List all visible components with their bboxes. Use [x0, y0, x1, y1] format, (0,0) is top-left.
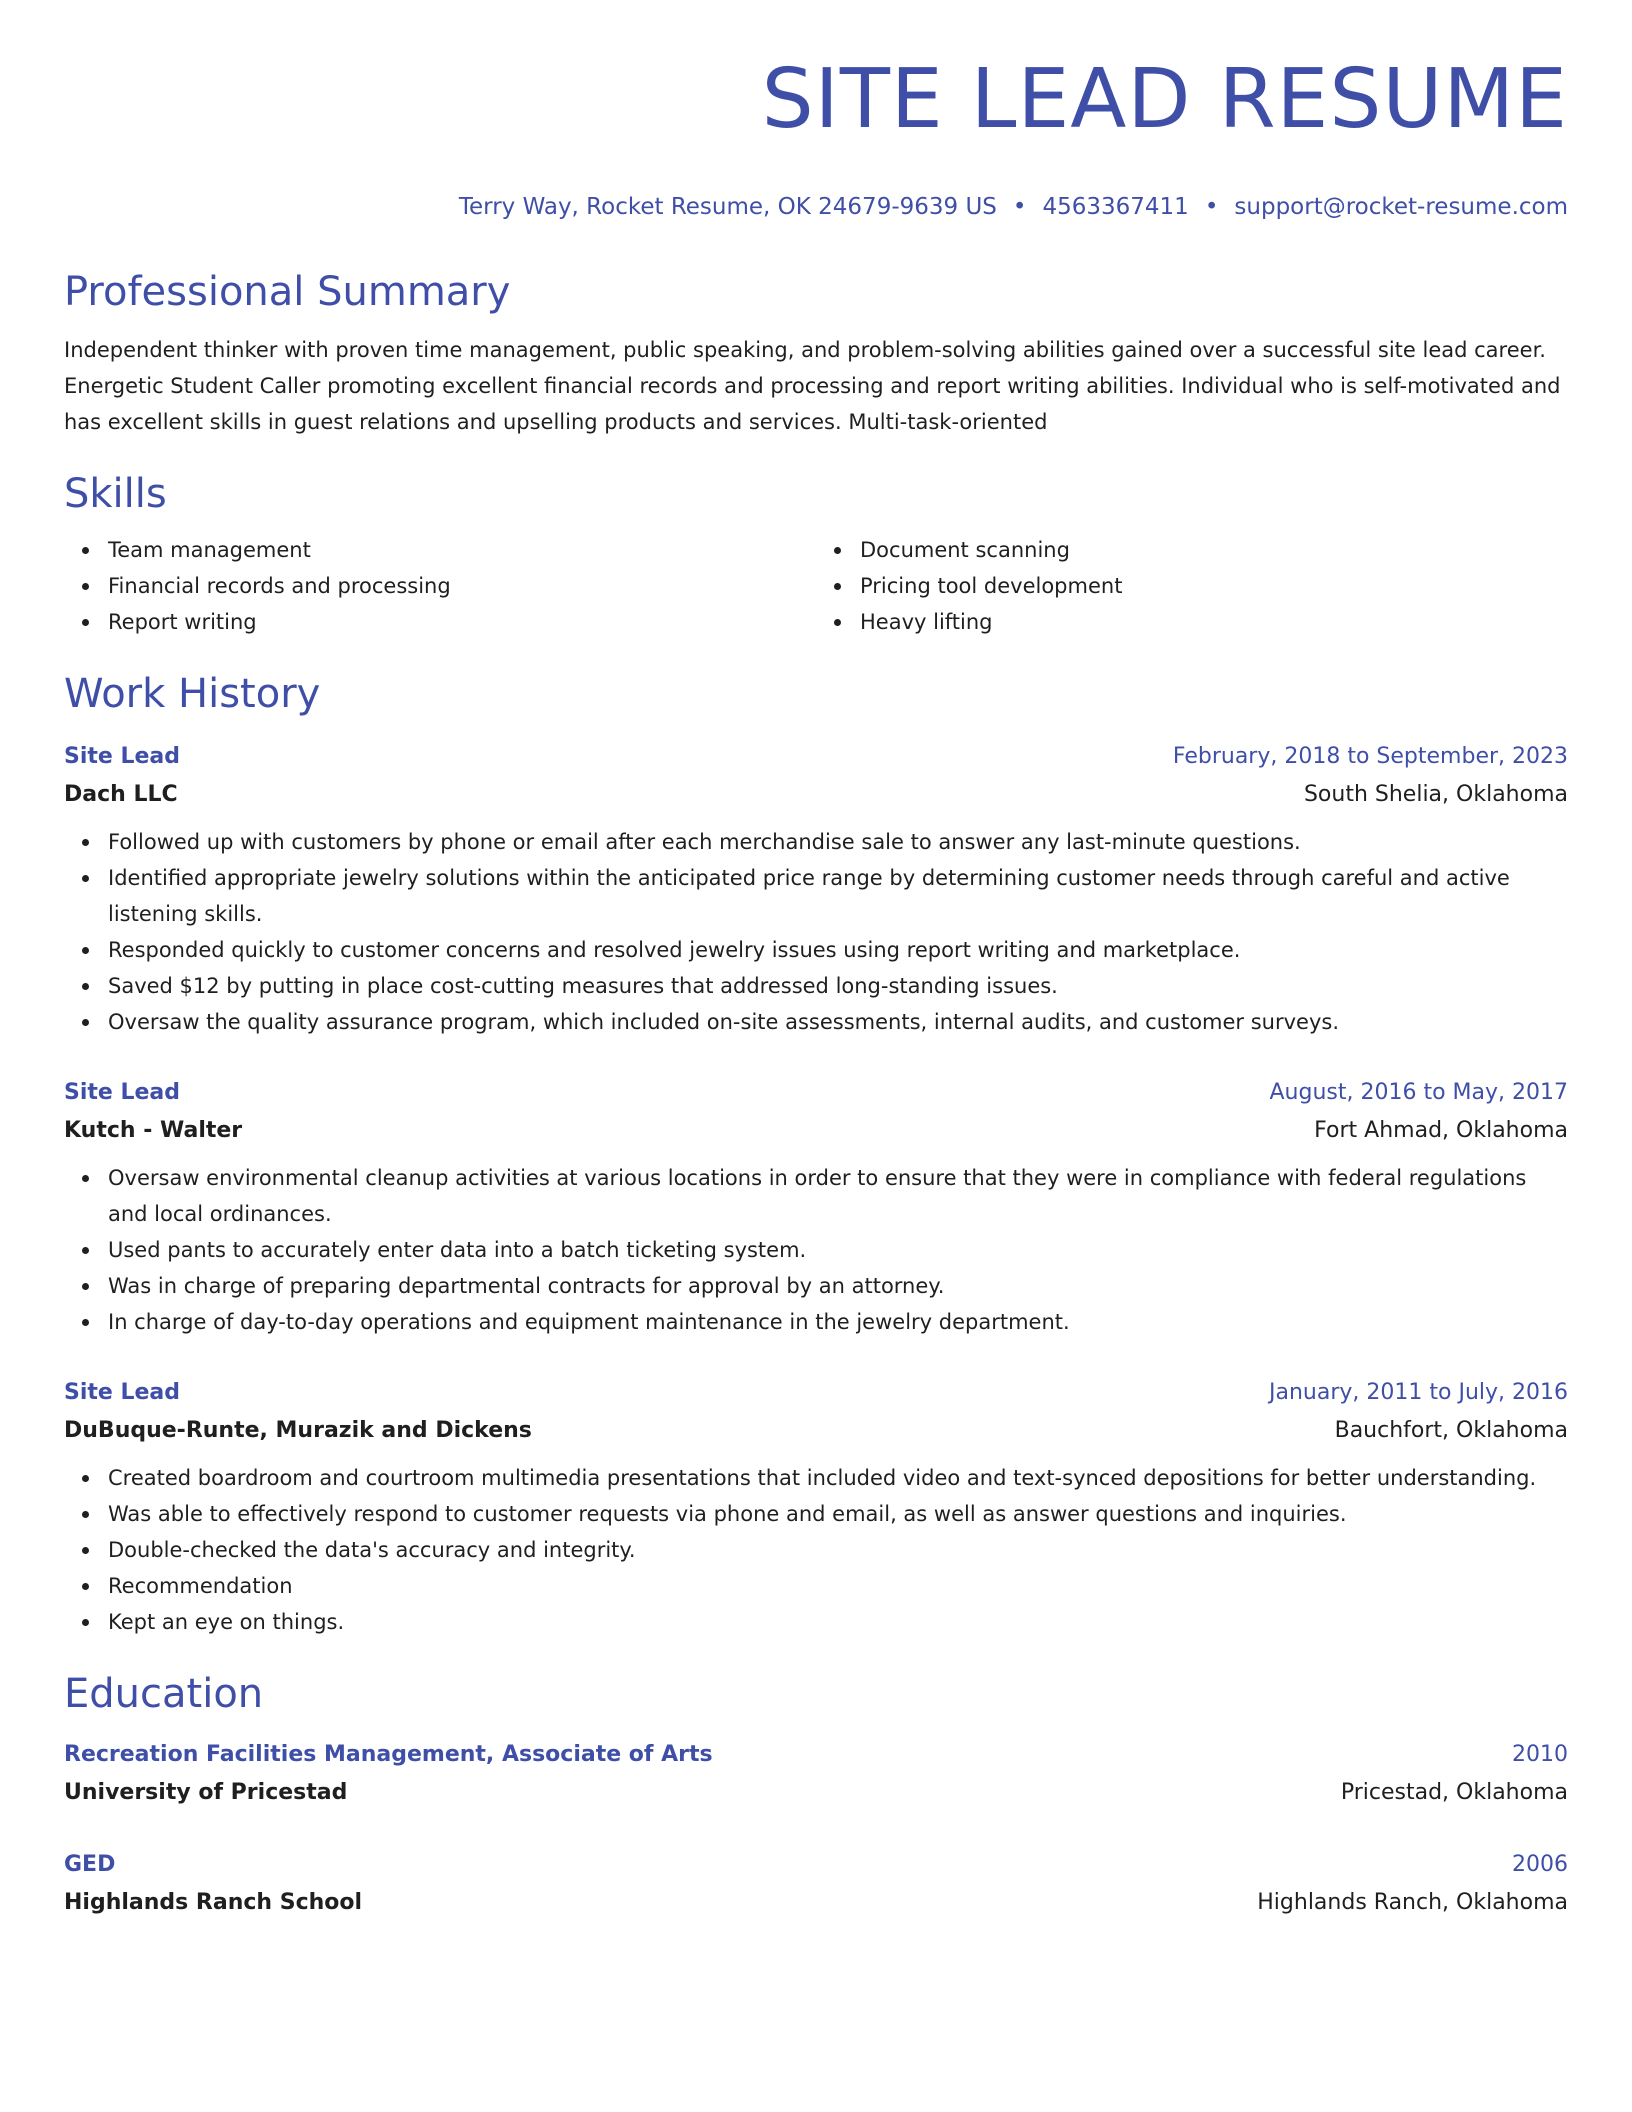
- professional-summary-section: [64, 266, 1568, 440]
- skill-item: Team management: [108, 532, 816, 568]
- skills-list-left: [64, 532, 816, 640]
- school-name: University of Pricestad: [64, 1780, 348, 1805]
- degree-name: Recreation Facilities Management, Associate of Arts: [64, 1742, 713, 1767]
- job-location: Fort Ahmad, Oklahoma: [1314, 1118, 1568, 1143]
- job-bullet: In charge of day-to-day operations and equipment maintenance in the jewelry department.: [108, 1304, 1568, 1340]
- job-bullet: Was able to effectively respond to customer requests via phone and email, as well as answer questions and inquiries.: [108, 1496, 1568, 1532]
- school-location: Highlands Ranch, Oklahoma: [1257, 1890, 1568, 1915]
- job-bullet: Kept an eye on things.: [108, 1604, 1568, 1640]
- graduation-year: 2010: [1512, 1742, 1568, 1767]
- job-bullets: [64, 824, 1568, 1040]
- section-heading: Professional Summary: [64, 269, 511, 315]
- job-bullet: Oversaw environmental cleanup activities at various locations in order to ensure that they were in compliance with federal regulations and local ordinances.: [108, 1160, 1568, 1232]
- skill-item: Financial records and processing: [108, 568, 816, 604]
- skill-item: Document scanning: [860, 532, 1568, 568]
- skills-grid: [64, 532, 1568, 640]
- job-title: Site Lead: [64, 744, 181, 769]
- job-bullet: Used pants to accurately enter data into a batch ticketing system.: [108, 1232, 1568, 1268]
- school-location: Pricestad, Oklahoma: [1340, 1780, 1568, 1805]
- company-name: Dach LLC: [64, 782, 178, 807]
- education-entry: [64, 1736, 1568, 1812]
- job-bullet: Responded quickly to customer concerns and resolved jewelry issues using report writing and marketplace.: [108, 932, 1568, 968]
- company-name: Kutch - Walter: [64, 1118, 243, 1143]
- job-location: South Shelia, Oklahoma: [1303, 782, 1568, 807]
- job-entry: [64, 738, 1568, 1040]
- education-entry: [64, 1846, 1568, 1922]
- job-dates: January, 2011 to July, 2016: [1269, 1380, 1568, 1405]
- job-dates: February, 2018 to September, 2023: [1172, 744, 1568, 769]
- job-bullet: Recommendation: [108, 1568, 1568, 1604]
- job-bullet: Double-checked the data's accuracy and integrity.: [108, 1532, 1568, 1568]
- resume-title: SITE LEAD RESUME: [761, 52, 1568, 147]
- job-bullet: Oversaw the quality assurance program, which included on-site assessments, internal audits, and customer surveys.: [108, 1004, 1568, 1040]
- skill-item: Pricing tool development: [860, 568, 1568, 604]
- skill-item: Report writing: [108, 604, 816, 640]
- job-title: Site Lead: [64, 1080, 181, 1105]
- company-name: DuBuque-Runte, Murazik and Dickens: [64, 1418, 532, 1443]
- separator-dot: •: [1204, 194, 1219, 220]
- summary-text: Independent thinker with proven time management, public speaking, and problem-solving abilities gained over a successful site lead career. Energetic Student Caller promoting excellent financial records and processing and report writing abilities. Individual who is self-motivated and has excellent skills in guest relations and upselling products and services. Multi-task-oriented: [64, 338, 1561, 434]
- job-dates: August, 2016 to May, 2017: [1269, 1080, 1568, 1105]
- work-history-section: [64, 668, 1568, 1640]
- job-bullet: Was in charge of preparing departmental contracts for approval by an attorney.: [108, 1268, 1568, 1304]
- job-title: Site Lead: [64, 1380, 181, 1405]
- job-entry: [64, 1074, 1568, 1340]
- contact-line: [64, 192, 1568, 222]
- job-location: Bauchfort, Oklahoma: [1334, 1418, 1568, 1443]
- job-bullet: Created boardroom and courtroom multimedia presentations that included video and text-synced depositions for better understanding.: [108, 1460, 1568, 1496]
- school-name: Highlands Ranch School: [64, 1890, 363, 1915]
- graduation-year: 2006: [1512, 1852, 1568, 1877]
- job-bullets: [64, 1160, 1568, 1340]
- section-heading: Skills: [64, 471, 167, 517]
- degree-name: GED: [64, 1852, 116, 1877]
- phone: 4563367411: [1042, 194, 1189, 220]
- resume-page: [64, 50, 1568, 1922]
- section-heading: Education: [64, 1671, 264, 1717]
- section-heading: Work History: [64, 671, 321, 717]
- address: Terry Way, Rocket Resume, OK 24679-9639 US: [458, 194, 997, 220]
- separator-dot: •: [1012, 194, 1027, 220]
- job-bullet: Saved $12 by putting in place cost-cutting measures that addressed long-standing issues.: [108, 968, 1568, 1004]
- job-bullet: Followed up with customers by phone or email after each merchandise sale to answer any last-minute questions.: [108, 824, 1568, 860]
- job-entry: [64, 1374, 1568, 1640]
- skill-item: Heavy lifting: [860, 604, 1568, 640]
- skills-list-right: [816, 532, 1568, 640]
- job-bullet: Identified appropriate jewelry solutions within the anticipated price range by determining customer needs through careful and active listening skills.: [108, 860, 1568, 932]
- education-section: [64, 1668, 1568, 1922]
- email-link[interactable]: support@rocket-resume.com: [1234, 194, 1568, 220]
- job-bullets: [64, 1460, 1568, 1640]
- skills-section: [64, 468, 1568, 640]
